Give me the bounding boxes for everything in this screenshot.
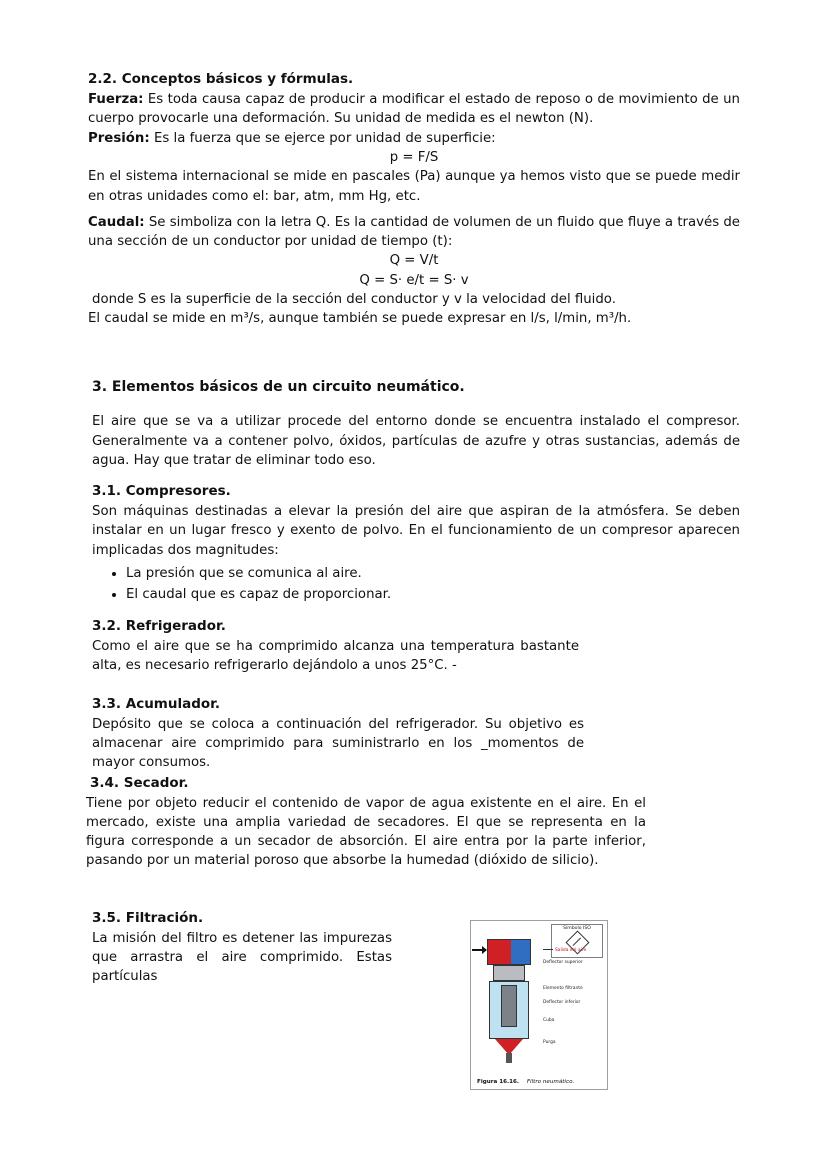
paragraph-secador: Tiene por objeto reducir el contenido de vapor de agua existente en el aire. En el mercado, existe una amplia variedad de secadores. El que se representa en la figura corresponde a un secador de absorción. El aire entra por la parte inferior, pasando por un material poroso que absorbe la humedad (dióxido de silicio). [86,795,646,869]
filter-drain [506,1053,512,1063]
heading-3-1: 3.1. Compresores. [92,483,231,500]
term-caudal-text: Se simboliza con la letra Q. Es la cantidad de volumen de un fluido que fluye a través de una sección de un conductor por unidad de tiempo (t): [88,214,740,250]
term-fuerza: Fuerza: [88,92,144,108]
term-presion: Presión: [88,130,150,146]
figure-title: Filtro neumático. [526,1079,575,1085]
list-compresores-magnitudes [88,564,740,605]
paragraph-caudal [88,213,740,252]
filter-head [487,939,531,965]
paragraph-filtracion: La misión del filtro es detener las impurezas que arrastra el aire comprimido. Estas partículas [92,930,392,985]
callout-deflector-inferior: Deflector inferior [543,1000,581,1005]
paragraph-presion [88,129,740,148]
heading-3-5: 3.5. Filtración. [92,909,204,926]
formula-caudal-1: Q = V/t [389,253,439,269]
figure-caption [477,1079,574,1085]
paragraph-compresores: Son máquinas destinadas a elevar la presión del aire que aspiran de la atmósfera. Se deben instalar en un lugar fresco y exento de polvo. En el funcionamiento de un compresor aparecen implicadas dos magnitudes: [92,504,740,558]
figure-filtro-neumatico [470,920,608,1090]
term-presion-text: Es la fuerza que se ejerce por unidad de superficie: [149,130,496,146]
figure-number: Figura 16.16. [477,1079,520,1085]
air-inlet-arrow-icon [472,949,486,951]
formula-presion: p = F/S [389,150,439,166]
paragraph-sistema-internacional: En el sistema internacional se mide en pascales (Pa) aunque ya hemos visto que se puede medir en otras unidades como el: bar, atm, mm Hg, etc. [88,169,740,204]
heading-3-3: 3.3. Acumulador. [92,695,221,712]
callout-salida-aire: Salida del aire [543,949,586,954]
paragraph-acumulador: Depósito que se coloca a continuación del refrigerador. Su objetivo es almacenar aire comprimido para suministrarlo en los _momentos de mayor consumos. [92,716,584,771]
iso-symbol-label: Símbolo ISO [563,926,591,931]
paragraph-elementos-intro: El aire que se va a utilizar procede del entorno donde se encuentra instalado el compresor. Generalmente va a contener polvo, óxidos, partículas de azufre y otras sustancias, además de agua. Hay que tratar de eliminar todo eso. [92,414,740,468]
filter-drawing [477,939,541,1067]
paragraph-fuerza [88,90,740,129]
heading-3-4: 3.4. Secador. [90,774,189,791]
formula-caudal-2: Q = S· e/t = S· v [359,272,469,288]
heading-2-2: 2.2. Conceptos básicos y fórmulas. [88,71,354,87]
list-item: • La presión que se comunica al aire. [126,564,740,585]
callout-elemento-filtrante: Elemento filtrante [543,986,583,991]
heading-3: 3. Elementos básicos de un circuito neumático. [92,379,465,396]
document-content [88,70,740,986]
callout-deflector-superior: Deflector superior [543,960,583,965]
heading-3-2: 3.2. Refrigerador. [92,618,226,635]
term-fuerza-text: Es toda causa capaz de producir a modificar el estado de reposo o de movimiento de un cuerpo provocarle una deformación. Su unidad de medida es el newton (N). [88,92,740,127]
paragraph-refrigerador: Como el aire que se ha comprimido alcanza una temperatura bastante alta, es necesario refrigerarlo dejándolo a unos 25°C. - [92,639,579,674]
callout-cuba: Cuba [543,1018,555,1023]
term-caudal: Caudal: [88,214,145,230]
filter-neck [493,965,525,981]
paragraph-donde-s: donde S es la superficie de la sección del conductor y v la velocidad del fluido. [92,291,616,307]
list-item: • El caudal que es capaz de proporcionar. [126,585,740,606]
paragraph-caudal-unidades: El caudal se mide en m³/s, aunque también se puede expresar en l/s, l/min, m³/h. [88,311,632,327]
callout-purga: Purga [543,1040,556,1045]
filter-element [501,985,517,1027]
